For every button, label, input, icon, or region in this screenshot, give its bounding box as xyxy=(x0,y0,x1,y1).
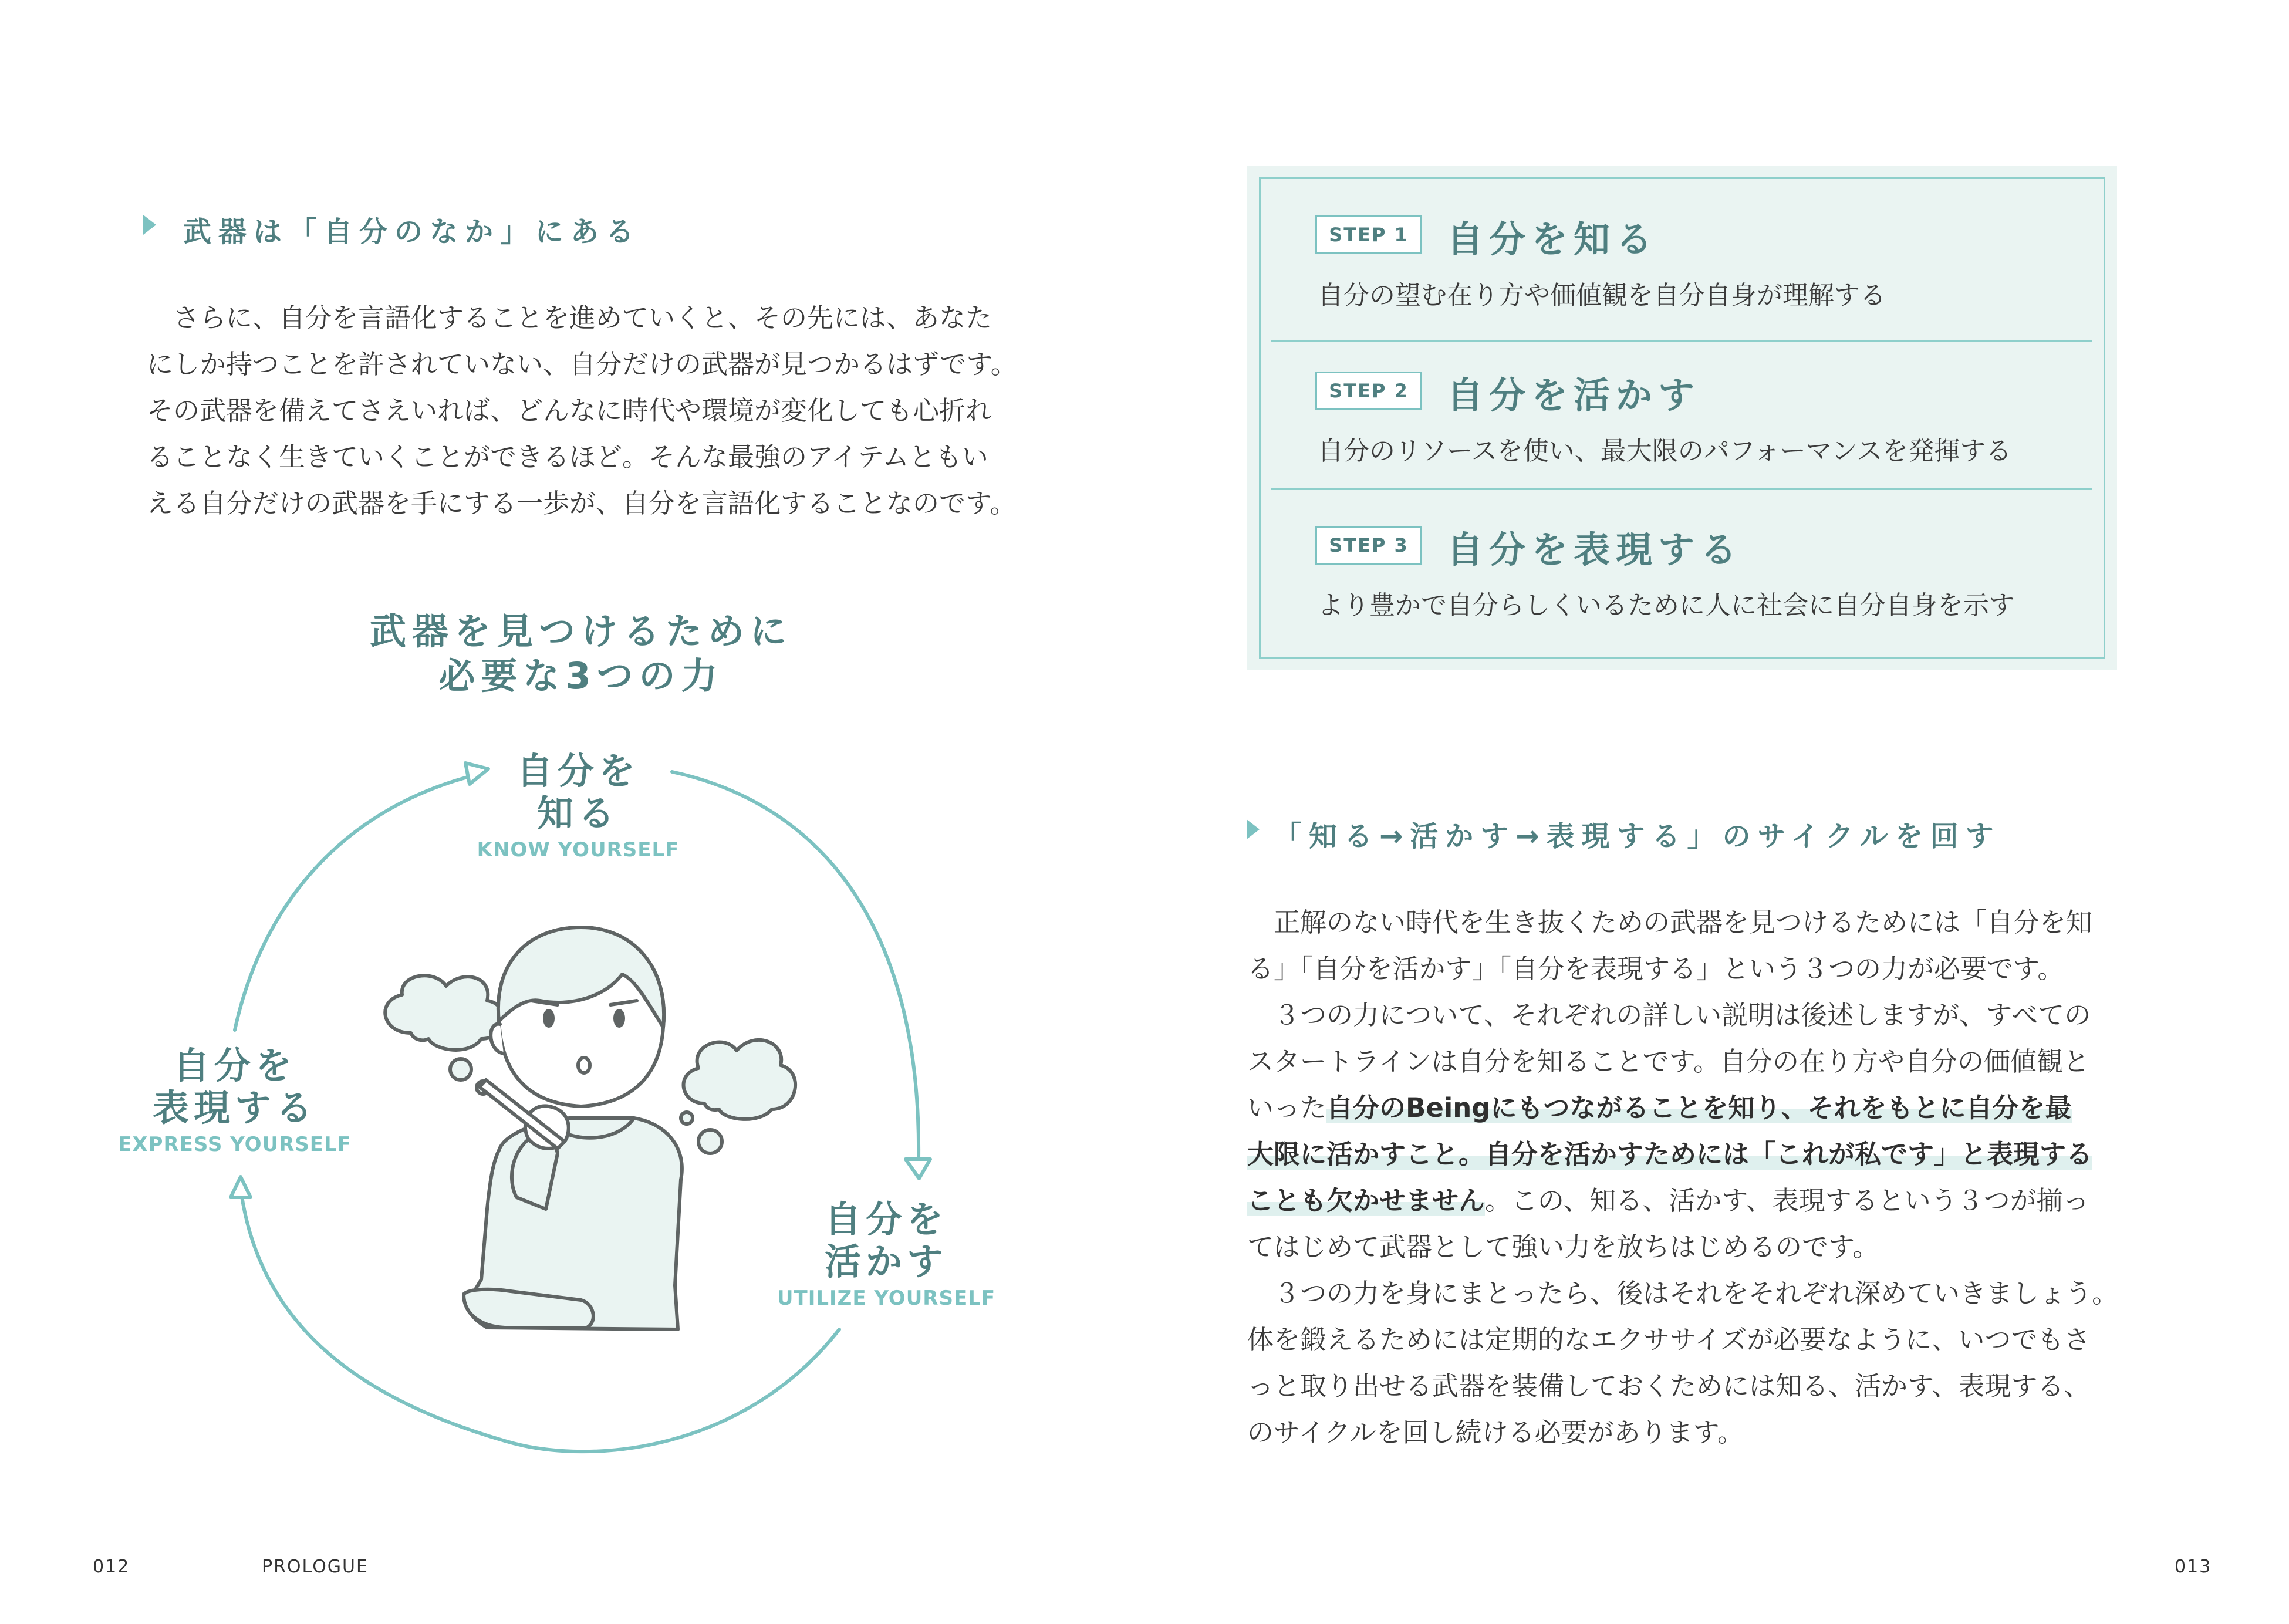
node-know xyxy=(461,750,696,862)
arrowhead-icon xyxy=(231,1177,251,1197)
right-page-number: 013 xyxy=(2175,1557,2212,1577)
highlighted-text: 大限に活かすこと。自分を活かすためには「これが私です」と表現する xyxy=(1247,1139,2093,1170)
paragraph-line: っと取り出せる武器を装備しておくためには知る、活かす、表現する、 xyxy=(1247,1370,2091,1402)
node-utilize xyxy=(763,1198,1010,1310)
paragraph-line: その武器を備えてさえいれば、どんなに時代や環境が変化しても心折れ xyxy=(147,395,992,426)
node-express-en: EXPRESS YOURSELF xyxy=(118,1133,352,1156)
step-divider xyxy=(1271,340,2092,342)
left-section-heading: 武器は「自分のなか」にある xyxy=(183,215,642,248)
step-desc: 自分のリソースを使い、最大限のパフォーマンスを発揮する xyxy=(1318,436,2012,466)
paragraph-line: える自分だけの武器を手にする一歩が、自分を言語化することなのです。 xyxy=(147,488,1017,519)
paragraph-line: ３つの力を身にまとったら、後はそれをそれぞれ深めていきましょう。 xyxy=(1247,1278,2119,1309)
step-badge: STEP 3 xyxy=(1315,526,1422,565)
paragraph-line: てはじめて武器として強い力を放ちはじめるのです。 xyxy=(1247,1231,1879,1262)
right-section-heading: 「知る→活かす→表現する」のサイクルを回す xyxy=(1274,820,2001,853)
diagram-title-line: 必要な3つの力 xyxy=(438,654,724,697)
right-paragraph xyxy=(1247,899,2118,1456)
paragraph-line xyxy=(1247,1131,2118,1177)
node-know-en: KNOW YOURSELF xyxy=(477,838,680,862)
node-know-label: 自分を 知る xyxy=(516,749,640,835)
left-page-number: 012 xyxy=(93,1557,130,1577)
paragraph-line: ３つの力について、それぞれの詳しい説明は後述しますが、すべての xyxy=(1247,1000,2091,1031)
paragraph-line xyxy=(1247,1085,2118,1131)
step-badge: STEP 2 xyxy=(1315,372,1422,410)
paragraph-line: 体を鍛えるためには定期的なエクササイズが必要なように、いつでもさ xyxy=(1247,1324,2091,1355)
steps-box xyxy=(1247,166,2117,670)
paragraph-line: 正解のない時代を生き抜くための武器を見つけるためには「自分を知 xyxy=(1247,907,2093,938)
paragraph-line xyxy=(1247,1177,2118,1224)
arrowhead-icon xyxy=(906,1159,930,1179)
paragraph-line: さらに、自分を言語化することを進めていくと、その先には、あなた xyxy=(147,302,992,333)
heading-marker-icon xyxy=(1247,819,1260,839)
diagram-title-line: 武器を見つけるために xyxy=(369,610,792,653)
thought-bubble-icon xyxy=(385,975,503,1050)
thought-bubble-icon xyxy=(681,1112,693,1124)
section-label: PROLOGUE xyxy=(262,1557,369,1577)
thought-bubble-icon xyxy=(450,1059,471,1080)
step-title: 自分を知る xyxy=(1447,218,1659,261)
highlighted-text: 自分のBeingにもつながることを知り、それをもとに自分を最 xyxy=(1326,1092,2072,1123)
thinking-person-illustration xyxy=(385,927,795,1329)
thought-bubble-icon xyxy=(698,1130,722,1153)
paragraph-line: のサイクルを回し続ける必要があります。 xyxy=(1247,1417,1744,1448)
highlighted-text: ことも欠かせません xyxy=(1247,1185,1486,1216)
step-title: 自分を表現する xyxy=(1447,528,1743,571)
step-badge: STEP 1 xyxy=(1315,215,1422,254)
node-utilize-en: UTILIZE YOURSELF xyxy=(776,1287,996,1310)
thought-bubble-icon xyxy=(684,1040,796,1119)
node-express xyxy=(112,1045,358,1156)
step-divider xyxy=(1271,488,2092,490)
paragraph-line: ることなく生きていくことができるほど。そんな最強のアイテムともい xyxy=(147,441,988,472)
step-desc: 自分の望む在り方や価値観を自分自身が理解する xyxy=(1318,281,1886,310)
paragraph-line: スタートラインは自分を知ることです。自分の在り方や自分の価値観と xyxy=(1247,1046,2090,1077)
step-title: 自分を活かす xyxy=(1447,374,1701,417)
node-utilize-label: 自分を 活かす xyxy=(824,1198,948,1283)
paragraph-text: 。この、知る、活かす、表現するという３つが揃っ xyxy=(1485,1185,2089,1216)
step-desc: より豊かで自分らしくいるために人に社会に自分自身を示す xyxy=(1318,590,2015,620)
paragraph-text: いった xyxy=(1247,1092,1327,1123)
paragraph-line: る」「自分を活かす」「自分を表現する」という３つの力が必要です。 xyxy=(1247,953,2064,984)
node-express-label: 自分を 表現する xyxy=(152,1044,317,1129)
paragraph-line: にしか持つことを許されていない、自分だけの武器が見つかるはずです。 xyxy=(147,349,1017,380)
